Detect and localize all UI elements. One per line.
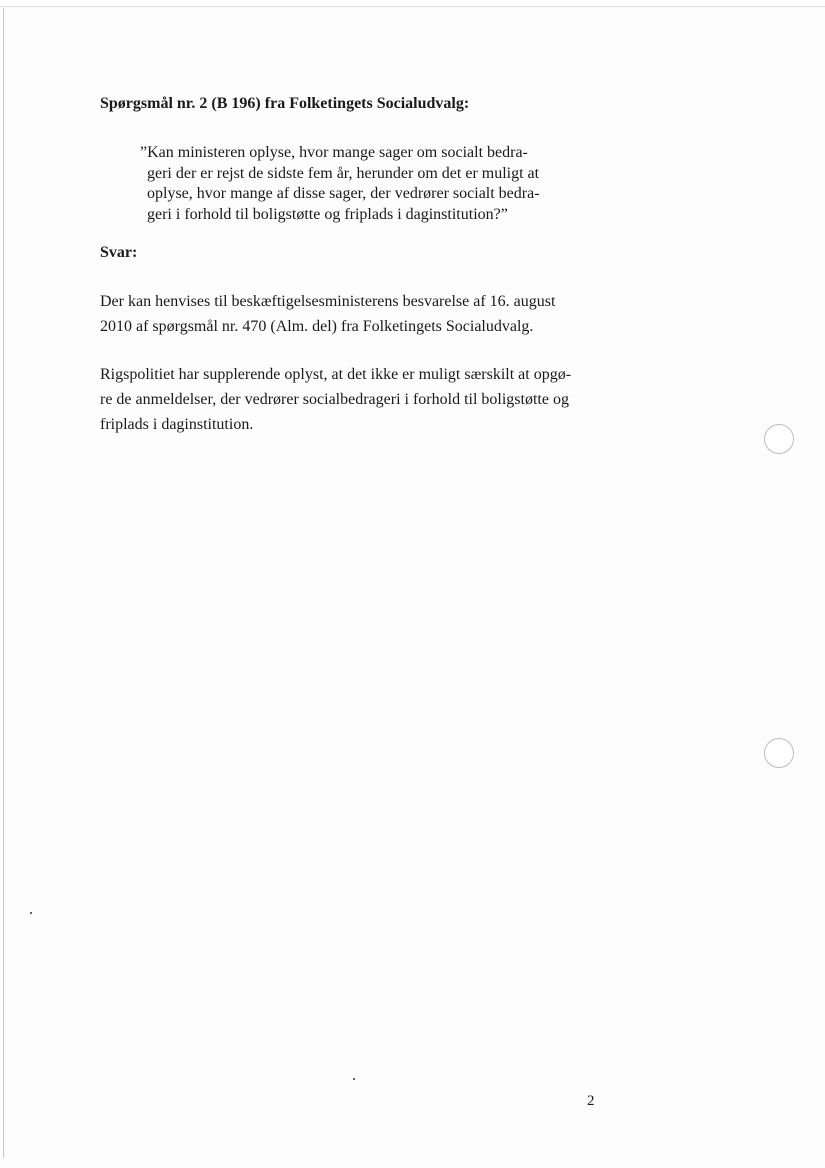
scan-speck xyxy=(353,1078,355,1080)
scan-speck xyxy=(30,912,32,914)
paragraph-line: re de anmeldelser, der vedrører socialbedrageri i forhold til boligstøtte og xyxy=(100,391,569,408)
scan-edge-left xyxy=(3,8,4,1158)
paragraph-line: 2010 af spørgsmål nr. 470 (Alm. del) fra Folketingets Socialudvalg. xyxy=(100,318,534,335)
answer-paragraph-2 xyxy=(100,362,600,437)
scan-edge-top xyxy=(0,6,825,7)
page-number: 2 xyxy=(587,1093,595,1109)
question-line: oplyse, hvor mange af disse sager, der vedrører socialt bedra- xyxy=(147,185,540,202)
answer-paragraph-1 xyxy=(100,289,600,339)
paragraph-line: Der kan henvises til beskæftigelsesministerens besvarelse af 16. august xyxy=(100,293,556,310)
paragraph-line: friplads i daginstitution. xyxy=(100,416,254,433)
question-text xyxy=(140,143,560,225)
answer-label: Svar: xyxy=(100,244,138,261)
question-heading: Spørgsmål nr. 2 (B 196) fra Folketingets Socialudvalg: xyxy=(100,95,470,112)
punch-hole-upper xyxy=(764,424,794,454)
question-line: geri der er rejst de sidste fem år, herunder om det er muligt at xyxy=(147,164,540,182)
punch-hole-lower xyxy=(764,738,794,768)
paragraph-line: Rigspolitiet har supplerende oplyst, at det ikke er muligt særskilt at opgø- xyxy=(100,366,572,383)
question-line: geri i forhold til boligstøtte og friplads i daginstitution?” xyxy=(147,205,508,223)
question-line: ”Kan ministeren oplyse, hvor mange sager om socialt bedra- xyxy=(140,144,528,161)
